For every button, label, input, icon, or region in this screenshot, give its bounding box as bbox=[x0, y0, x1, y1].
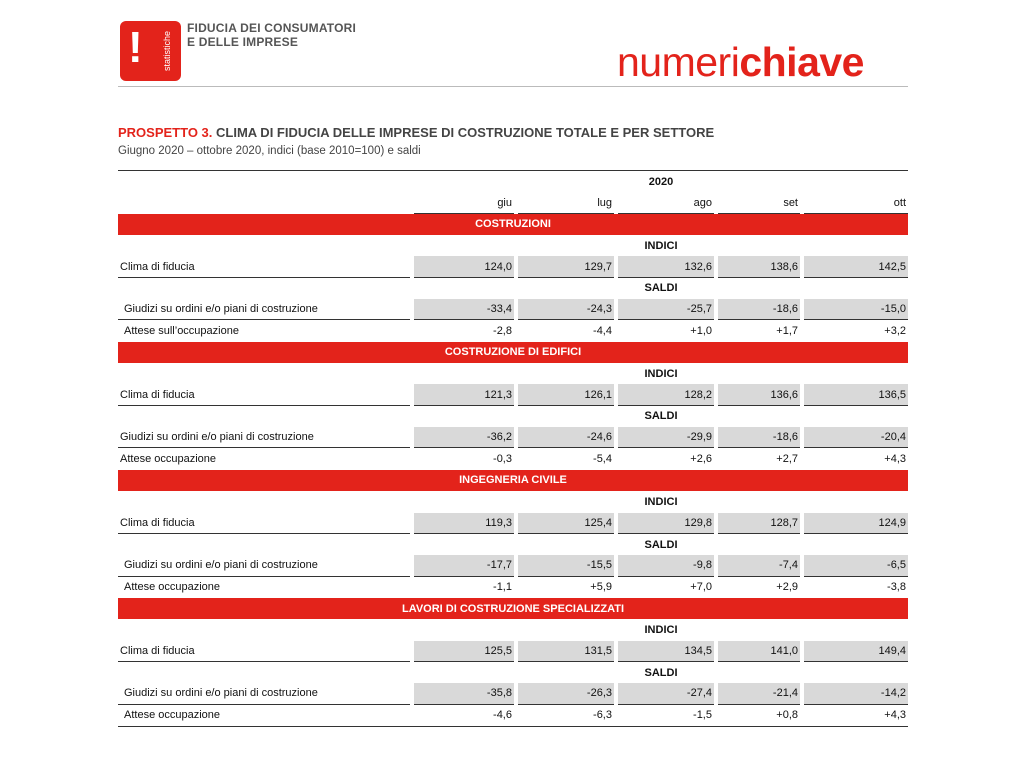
section-header-row bbox=[118, 214, 908, 235]
brand-numerichiave bbox=[617, 36, 864, 88]
saldi-label: SALDI bbox=[644, 538, 678, 551]
row-label: Giudizi su ordini e/o piani di costruzione bbox=[118, 299, 410, 320]
value-cell: +2,7 bbox=[776, 453, 798, 466]
month-header: set bbox=[718, 192, 800, 213]
value-cell: -24,6 bbox=[518, 427, 614, 448]
value-cell: +2,9 bbox=[776, 581, 798, 594]
table-row bbox=[118, 427, 908, 448]
value-cell: -24,3 bbox=[518, 299, 614, 320]
value-cell: -6,5 bbox=[804, 555, 908, 576]
row-label: Giudizi su ordini e/o piani di costruzione bbox=[118, 427, 410, 448]
row-label: Attese occupazione bbox=[124, 709, 221, 722]
section-title: COSTRUZIONE DI EDIFICI bbox=[118, 342, 908, 363]
value-cell: 142,5 bbox=[804, 256, 908, 277]
indici-header-row bbox=[118, 619, 908, 640]
value-cell: -26,3 bbox=[518, 683, 614, 704]
value-cell: 125,4 bbox=[518, 513, 614, 534]
saldi-header-row bbox=[118, 534, 908, 555]
value-cell: -14,2 bbox=[804, 683, 908, 704]
table-row bbox=[118, 555, 908, 576]
value-cell: 136,5 bbox=[804, 384, 908, 405]
row-label: Clima di fiducia bbox=[118, 256, 410, 277]
section-header-row bbox=[118, 470, 908, 491]
value-cell: -2,8 bbox=[493, 325, 512, 338]
confidence-table bbox=[118, 170, 908, 726]
value-cell: 124,0 bbox=[414, 256, 514, 277]
year-header: 2020 bbox=[648, 175, 674, 188]
indici-label: INDICI bbox=[644, 239, 678, 252]
row-label: Clima di fiducia bbox=[118, 384, 410, 405]
header-divider bbox=[118, 86, 908, 87]
value-cell: -18,6 bbox=[718, 299, 800, 320]
value-cell: 126,1 bbox=[518, 384, 614, 405]
value-cell: -4,6 bbox=[493, 709, 512, 722]
table-row bbox=[118, 448, 908, 469]
value-cell: 128,2 bbox=[618, 384, 714, 405]
value-cell: 129,8 bbox=[618, 513, 714, 534]
page-subtitle: Giugno 2020 – ottobre 2020, indici (base 2010=100) e saldi bbox=[118, 145, 421, 157]
section-title: LAVORI DI COSTRUZIONE SPECIALIZZATI bbox=[118, 598, 908, 619]
value-cell: -3,8 bbox=[887, 581, 906, 594]
value-cell: -5,4 bbox=[593, 453, 612, 466]
value-cell: -33,4 bbox=[414, 299, 514, 320]
indici-header-row bbox=[118, 491, 908, 512]
value-cell: -15,5 bbox=[518, 555, 614, 576]
indici-label: INDICI bbox=[644, 495, 678, 508]
value-cell: 134,5 bbox=[618, 641, 714, 662]
saldi-header-row bbox=[118, 406, 908, 427]
indici-header-row bbox=[118, 235, 908, 256]
value-cell: -35,8 bbox=[414, 683, 514, 704]
row-label: Attese occupazione bbox=[124, 581, 221, 594]
value-cell: +1,7 bbox=[776, 325, 798, 338]
brand-thin: numeri bbox=[617, 39, 740, 85]
saldi-label: SALDI bbox=[644, 666, 678, 679]
month-header: giu bbox=[414, 192, 514, 213]
saldi-header-row bbox=[118, 662, 908, 683]
value-cell: -9,8 bbox=[618, 555, 714, 576]
value-cell: 131,5 bbox=[518, 641, 614, 662]
value-cell: -4,4 bbox=[593, 325, 612, 338]
title-prefix: PROSPETTO 3. bbox=[118, 125, 213, 140]
row-label: Attese sull’occupazione bbox=[124, 325, 239, 338]
page-title bbox=[118, 125, 714, 140]
value-cell: +4,3 bbox=[884, 453, 906, 466]
value-cell: -27,4 bbox=[618, 683, 714, 704]
value-cell: +7,0 bbox=[690, 581, 712, 594]
title-text: CLIMA DI FIDUCIA DELLE IMPRESE DI COSTRUZIONE TOTALE E PER SETTORE bbox=[212, 125, 715, 140]
value-cell: 128,7 bbox=[718, 513, 800, 534]
value-cell: -6,3 bbox=[593, 709, 612, 722]
saldi-label: SALDI bbox=[644, 282, 678, 295]
value-cell: 149,4 bbox=[804, 641, 908, 662]
publication-name bbox=[187, 21, 356, 49]
value-cell: -15,0 bbox=[804, 299, 908, 320]
value-cell: +2,6 bbox=[690, 453, 712, 466]
row-label: Giudizi su ordini e/o piani di costruzione bbox=[118, 555, 410, 576]
value-cell: 119,3 bbox=[414, 513, 514, 534]
value-cell: +0,8 bbox=[776, 709, 798, 722]
table-row bbox=[118, 641, 908, 662]
value-cell: -1,1 bbox=[493, 581, 512, 594]
value-cell: -25,7 bbox=[618, 299, 714, 320]
publication-name-line1: FIDUCIA DEI CONSUMATORI bbox=[187, 21, 357, 35]
value-cell: +1,0 bbox=[690, 325, 712, 338]
table-row bbox=[118, 683, 908, 704]
value-cell: -1,5 bbox=[693, 709, 712, 722]
row-label: Attese occupazione bbox=[120, 453, 217, 466]
value-cell: -36,2 bbox=[414, 427, 514, 448]
section-title: COSTRUZIONI bbox=[118, 214, 908, 235]
publication-name-line2: E DELLE IMPRESE bbox=[187, 35, 299, 49]
year-header-row bbox=[118, 170, 908, 192]
logo-vertical-text: statistiche bbox=[162, 30, 172, 72]
table-row bbox=[118, 320, 908, 341]
value-cell: -0,3 bbox=[493, 453, 512, 466]
logo-exclamation: ! bbox=[128, 23, 143, 72]
value-cell: 121,3 bbox=[414, 384, 514, 405]
table-row bbox=[118, 256, 908, 277]
value-cell: 141,0 bbox=[718, 641, 800, 662]
value-cell: 132,6 bbox=[618, 256, 714, 277]
month-header: ago bbox=[618, 192, 714, 213]
section-header-row bbox=[118, 598, 908, 619]
row-label: Giudizi su ordini e/o piani di costruzione bbox=[118, 683, 410, 704]
value-cell: -17,7 bbox=[414, 555, 514, 576]
value-cell: 124,9 bbox=[804, 513, 908, 534]
value-cell: 136,6 bbox=[718, 384, 800, 405]
value-cell: 138,6 bbox=[718, 256, 800, 277]
value-cell: -29,9 bbox=[618, 427, 714, 448]
value-cell: 129,7 bbox=[518, 256, 614, 277]
value-cell: +3,2 bbox=[884, 325, 906, 338]
section-title: INGEGNERIA CIVILE bbox=[118, 470, 908, 491]
saldi-label: SALDI bbox=[644, 410, 678, 423]
row-label: Clima di fiducia bbox=[118, 513, 410, 534]
month-header: lug bbox=[518, 192, 614, 213]
value-cell: -21,4 bbox=[718, 683, 800, 704]
section-header-row bbox=[118, 342, 908, 363]
value-cell: -18,6 bbox=[718, 427, 800, 448]
saldi-header-row bbox=[118, 278, 908, 299]
month-header-row bbox=[118, 192, 908, 213]
value-cell: +4,3 bbox=[884, 709, 906, 722]
table-row bbox=[118, 384, 908, 405]
indici-label: INDICI bbox=[644, 623, 678, 636]
indici-header-row bbox=[118, 363, 908, 384]
indici-label: INDICI bbox=[644, 367, 678, 380]
table-row bbox=[118, 577, 908, 598]
value-cell: -7,4 bbox=[718, 555, 800, 576]
table-row bbox=[118, 299, 908, 320]
value-cell: +5,9 bbox=[590, 581, 612, 594]
value-cell: -20,4 bbox=[804, 427, 908, 448]
table-row bbox=[118, 705, 908, 726]
month-header: ott bbox=[804, 192, 908, 213]
row-label: Clima di fiducia bbox=[118, 641, 410, 662]
brand-bold: chiave bbox=[739, 39, 864, 85]
table-row bbox=[118, 513, 908, 534]
table-bottom-rule bbox=[118, 726, 908, 727]
istat-logo bbox=[120, 21, 181, 81]
value-cell: 125,5 bbox=[414, 641, 514, 662]
